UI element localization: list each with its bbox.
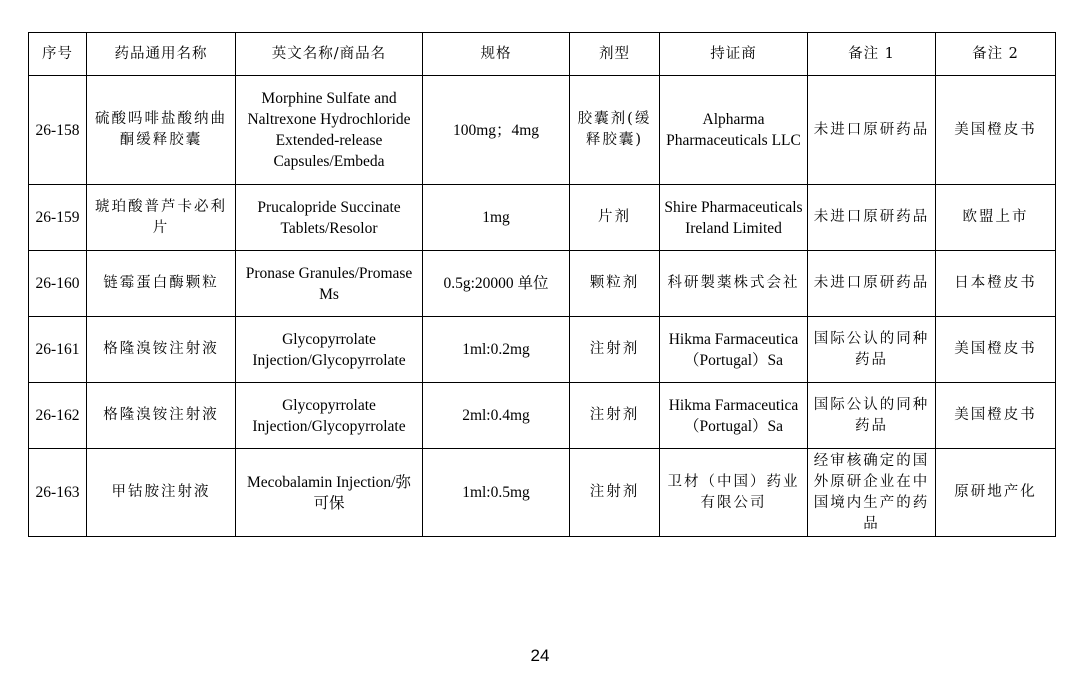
- cell-serial-no: 26-161: [29, 317, 87, 383]
- table-row: [29, 317, 1056, 383]
- cell-note-1: 未进口原研药品: [808, 185, 936, 251]
- cell-specification: 0.5g:20000 单位: [423, 251, 570, 317]
- cell-specification: 100mg；4mg: [423, 76, 570, 185]
- header-generic-name: 药品通用名称: [87, 33, 236, 76]
- cell-note-1: 未进口原研药品: [808, 76, 936, 185]
- cell-specification: 1ml:0.5mg: [423, 449, 570, 537]
- cell-specification: 1ml:0.2mg: [423, 317, 570, 383]
- cell-english-name: Morphine Sulfate and Naltrexone Hydrochloride Extended-release Capsules/Embeda: [236, 76, 423, 185]
- cell-note-2: 美国橙皮书: [936, 317, 1056, 383]
- cell-specification: 2ml:0.4mg: [423, 383, 570, 449]
- cell-serial-no: 26-158: [29, 76, 87, 185]
- cell-note-1: 国际公认的同种药品: [808, 317, 936, 383]
- cell-generic-name: 格隆溴铵注射液: [87, 383, 236, 449]
- cell-english-name: Glycopyrrolate Injection/Glycopyrrolate: [236, 383, 423, 449]
- cell-note-2: 原研地产化: [936, 449, 1056, 537]
- cell-generic-name: 硫酸吗啡盐酸纳曲酮缓释胶囊: [87, 76, 236, 185]
- cell-serial-no: 26-159: [29, 185, 87, 251]
- cell-english-name: Pronase Granules/Promase Ms: [236, 251, 423, 317]
- cell-license-holder: 卫材（中国）药业有限公司: [660, 449, 808, 537]
- table-row: [29, 449, 1056, 537]
- cell-note-1: 未进口原研药品: [808, 251, 936, 317]
- cell-note-2: 美国橙皮书: [936, 76, 1056, 185]
- cell-generic-name: 甲钴胺注射液: [87, 449, 236, 537]
- header-note-2: 备注 2: [936, 33, 1056, 76]
- header-note-1: 备注 1: [808, 33, 936, 76]
- cell-note-1: 国际公认的同种药品: [808, 383, 936, 449]
- cell-specification: 1mg: [423, 185, 570, 251]
- cell-serial-no: 26-163: [29, 449, 87, 537]
- cell-dosage-form: 注射剂: [570, 383, 660, 449]
- cell-dosage-form: 注射剂: [570, 449, 660, 537]
- cell-dosage-form: 注射剂: [570, 317, 660, 383]
- header-serial-no: 序号: [29, 33, 87, 76]
- cell-generic-name: 琥珀酸普芦卡必利片: [87, 185, 236, 251]
- table-row: [29, 185, 1056, 251]
- cell-note-2: 美国橙皮书: [936, 383, 1056, 449]
- table-row: [29, 76, 1056, 185]
- cell-english-name: Mecobalamin Injection/弥可保: [236, 449, 423, 537]
- table-row: [29, 383, 1056, 449]
- cell-note-2: 欧盟上市: [936, 185, 1056, 251]
- cell-serial-no: 26-162: [29, 383, 87, 449]
- header-dosage-form: 剂型: [570, 33, 660, 76]
- cell-license-holder: Hikma Farmaceutica（Portugal）Sa: [660, 383, 808, 449]
- drug-list-table: [28, 32, 1056, 537]
- cell-dosage-form: 颗粒剂: [570, 251, 660, 317]
- table-header-row: [29, 33, 1056, 76]
- cell-generic-name: 格隆溴铵注射液: [87, 317, 236, 383]
- cell-serial-no: 26-160: [29, 251, 87, 317]
- page-number: 24: [530, 646, 550, 665]
- cell-english-name: Prucalopride Succinate Tablets/Resolor: [236, 185, 423, 251]
- header-license-holder: 持证商: [660, 33, 808, 76]
- table-row: [29, 251, 1056, 317]
- cell-license-holder: Alpharma Pharmaceuticals LLC: [660, 76, 808, 185]
- cell-dosage-form: 片剂: [570, 185, 660, 251]
- header-english-name: 英文名称/商品名: [236, 33, 423, 76]
- cell-dosage-form: 胶囊剂(缓释胶囊): [570, 76, 660, 185]
- cell-license-holder: 科研製薬株式会社: [660, 251, 808, 317]
- cell-generic-name: 链霉蛋白酶颗粒: [87, 251, 236, 317]
- cell-license-holder: Hikma Farmaceutica（Portugal）Sa: [660, 317, 808, 383]
- cell-note-1: 经审核确定的国外原研企业在中国境内生产的药品: [808, 449, 936, 537]
- cell-english-name: Glycopyrrolate Injection/Glycopyrrolate: [236, 317, 423, 383]
- header-specification: 规格: [423, 33, 570, 76]
- cell-license-holder: Shire Pharmaceuticals Ireland Limited: [660, 185, 808, 251]
- cell-note-2: 日本橙皮书: [936, 251, 1056, 317]
